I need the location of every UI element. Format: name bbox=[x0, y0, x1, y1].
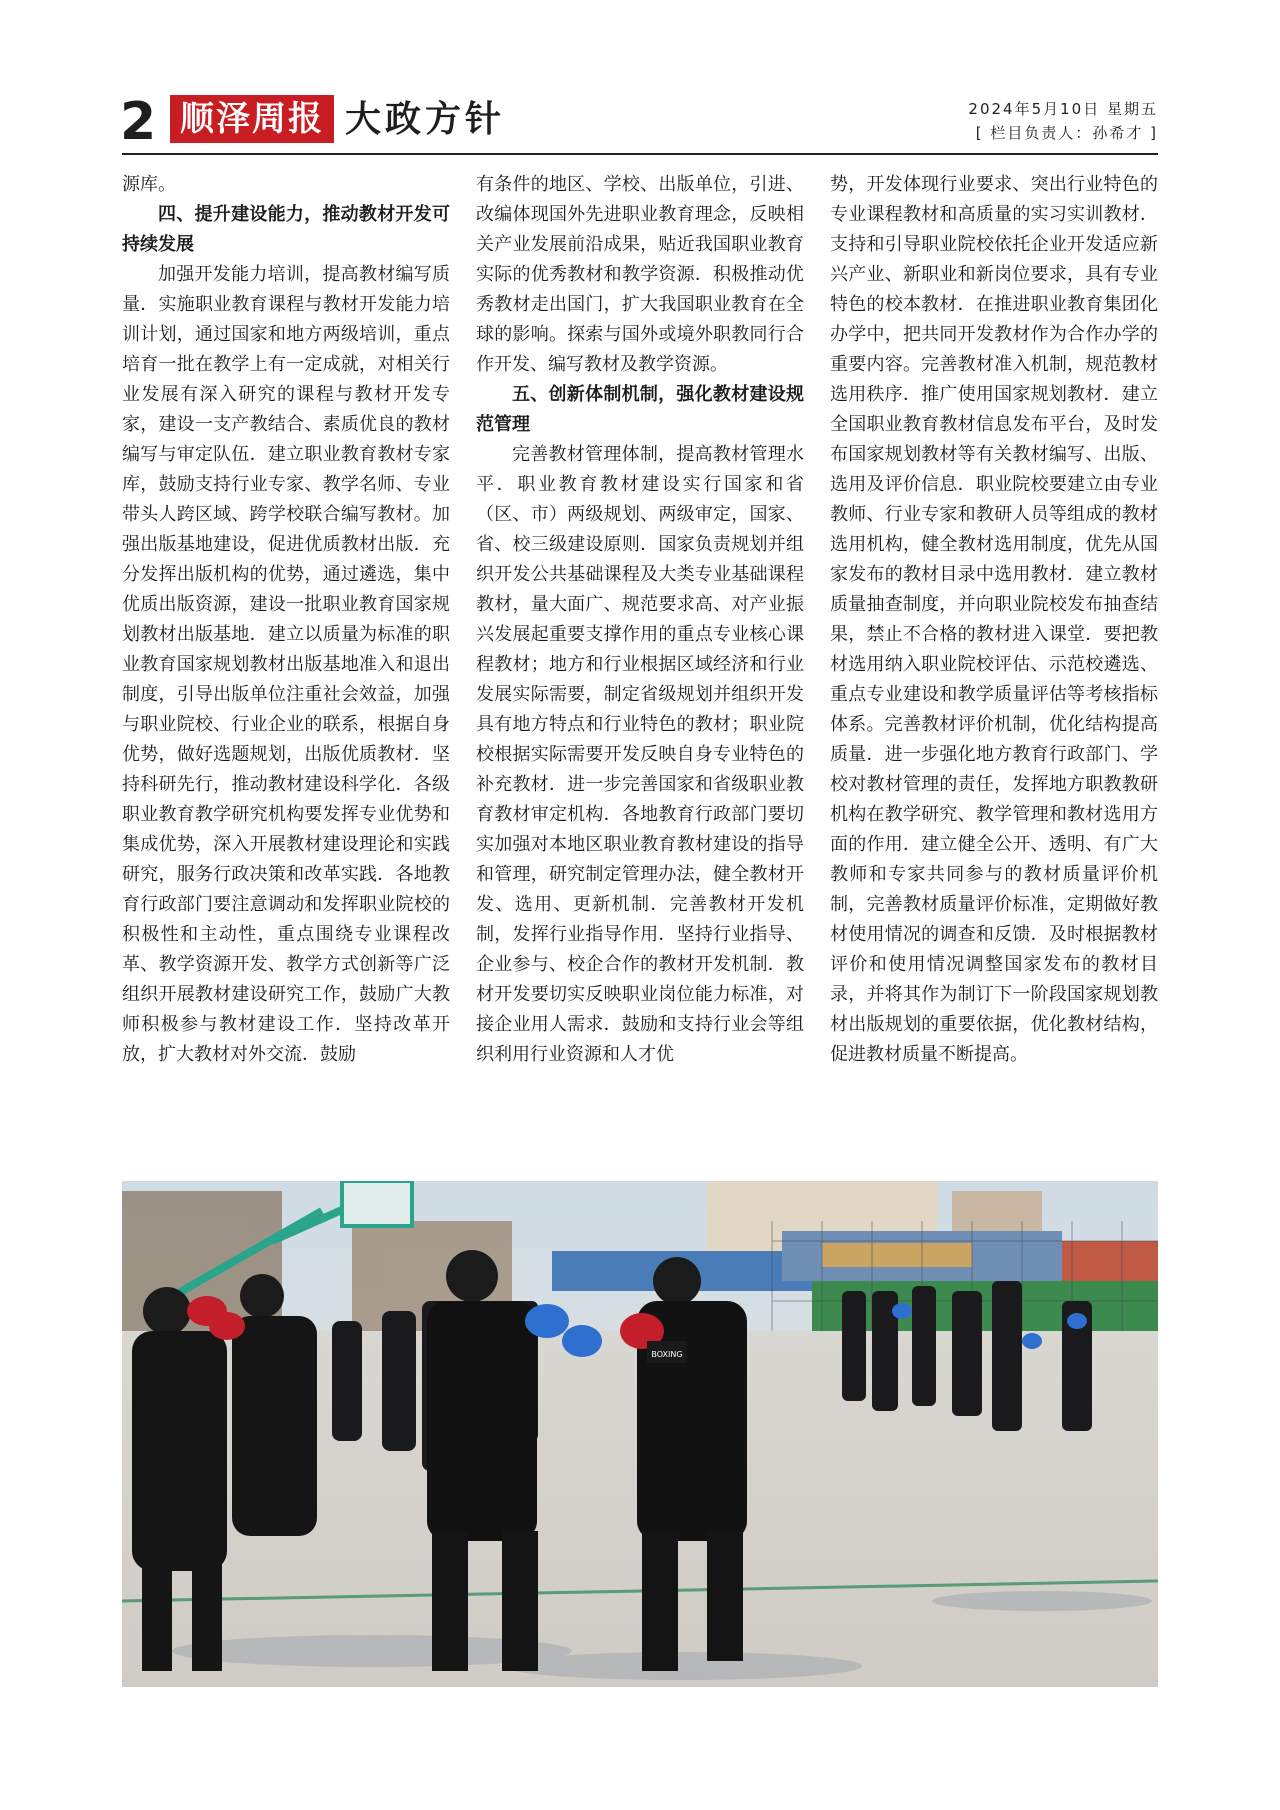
article-column-1 bbox=[122, 170, 450, 1170]
newspaper-masthead: 顺泽周报 bbox=[170, 95, 334, 143]
column-editor: [ 栏目负责人：孙希才 ] bbox=[975, 124, 1158, 142]
subheading: 四、提升建设能力，推动教材开发可持续发展 bbox=[122, 204, 450, 255]
paragraph: 势，开发体现行业要求、突出行业特色的专业课程教材和高质量的实习实训教材．支持和引导职业院校依托企业开发适应新兴产业、新职业和新岗位要求，具有专业特色的校本教材．在推进职业教育集团化办学中，把共同开发教材作为合作办学的重要内容。完善教材准入机制，规范教材选用秩序．推广使用国家规划教材．建立全国职业教育教材信息发布平台，及时发布国家规划教材等有关教材编写、出版、选用及评价信息．职业院校要建立由专业教师、行业专家和教研人员等组成的教材选用机构，健全教材选用制度，优先从国家发布的教材目录中选用教材．建立教材质量抽查制度，并向职业院校发布抽查结果，禁止不合格的教材进入课堂．要把教材选用纳入职业院校评估、示范校遴选、重点专业建设和教学质量评估等考核指标体系。完善教材评价机制，优化结构提高质量．进一步强化地方教育行政部门、学校对教材管理的责任，发挥地方职教教研机构在教学研究、教学管理和教材选用方面的作用．建立健全公开、透明、有广大教师和专家共同参与的教材质量评价机制，完善教材质量评价标准，定期做好教材使用情况的调查和反馈．及时根据教材评价和使用情况调整国家发布的教材目录，并将其作为制订下一阶段国家规划教材出版规划的重要依据，优化教材结构，促进教材质量不断提高。 bbox=[830, 174, 1158, 1065]
paragraph: 有条件的地区、学校、出版单位，引进、改编体现国外先进职业教育理念，反映相关产业发展前沿成果，贴近我国职业教育实际的优秀教材和教学资源．积极推动优秀教材走出国门，扩大我国职业教育在全球的影响。探索与国外或境外职教同行合作开发、编写教材及教学资源。 bbox=[476, 174, 804, 375]
article-column-3 bbox=[830, 170, 1158, 1170]
paragraph: 加强开发能力培训，提高教材编写质量．实施职业教育课程与教材开发能力培训计划，通过国家和地方两级培训，重点培育一批在教学上有一定成就，对相关行业发展有深入研究的课程与教材开发专家，建设一支产教结合、素质优良的教材编写与审定队伍．建立职业教育教材专家库，鼓励支持行业专家、教学名师、专业带头人跨区域、跨学校联合编写教材。加强出版基地建设，促进优质教材出版．充分发挥出版机构的优势，通过遴选，集中优质出版资源，建设一批职业教育国家规划教材出版基地．建立以质量为标准的职业教育国家规划教材出版基地准入和退出制度，引导出版单位注重社会效益，加强与职业院校、行业企业的联系，根据自身优势，做好选题规划，出版优质教材．坚持科研先行，推动教材建设科学化．各级职业教育教学研究机构要发挥专业优势和集成优势，深入开展教材建设理论和实践研究，服务行政决策和改革实践．各地教育行政部门要注意调动和发挥职业院校的积极性和主动性，重点围绕专业课程改革、教学资源开发、教学方式创新等广泛组织开展教材建设研究工作，鼓励广大教师积极参与教材建设工作．坚持改革开放，扩大教材对外交流．鼓励 bbox=[122, 264, 450, 1065]
boxing-training-photo bbox=[122, 1181, 1158, 1687]
page-number: 2 bbox=[120, 92, 157, 152]
subheading: 五、创新体制机制，强化教材建设规范管理 bbox=[476, 384, 804, 435]
issue-date: 2024年5月10日 星期五 bbox=[968, 100, 1158, 118]
article-body bbox=[122, 170, 1158, 1170]
photo-illustration bbox=[122, 1181, 1158, 1687]
paragraph: 源库。 bbox=[122, 174, 176, 195]
paragraph: 完善教材管理体制，提高教材管理水平．职业教育教材建设实行国家和省（区、市）两级规划、两级审定，国家、省、校三级建设原则．国家负责规划并组织开发公共基础课程及大类专业基础课程教材，量大面广、规范要求高、对产业振兴发展起重要支撑作用的重点专业核心课程教材；地方和行业根据区域经济和行业发展实际需要，制定省级规划并组织开发具有地方特点和行业特色的教材；职业院校根据实际需要开发反映自身专业特色的补充教材．进一步完善国家和省级职业教育教材审定机构．各地教育行政部门要切实加强对本地区职业教育教材建设的指导和管理，研究制定管理办法，健全教材开发、选用、更新机制．完善教材开发机制，发挥行业指导作用．坚持行业指导、企业参与、校企合作的教材开发机制．教材开发要切实反映职业岗位能力标准，对接企业用人需求．鼓励和支持行业会等组织利用行业资源和人才优 bbox=[476, 444, 804, 1065]
header-divider bbox=[122, 153, 1158, 155]
section-title: 大政方针 bbox=[345, 99, 506, 140]
article-column-2 bbox=[476, 170, 804, 1170]
glove-logo: BOXING bbox=[651, 1350, 683, 1359]
